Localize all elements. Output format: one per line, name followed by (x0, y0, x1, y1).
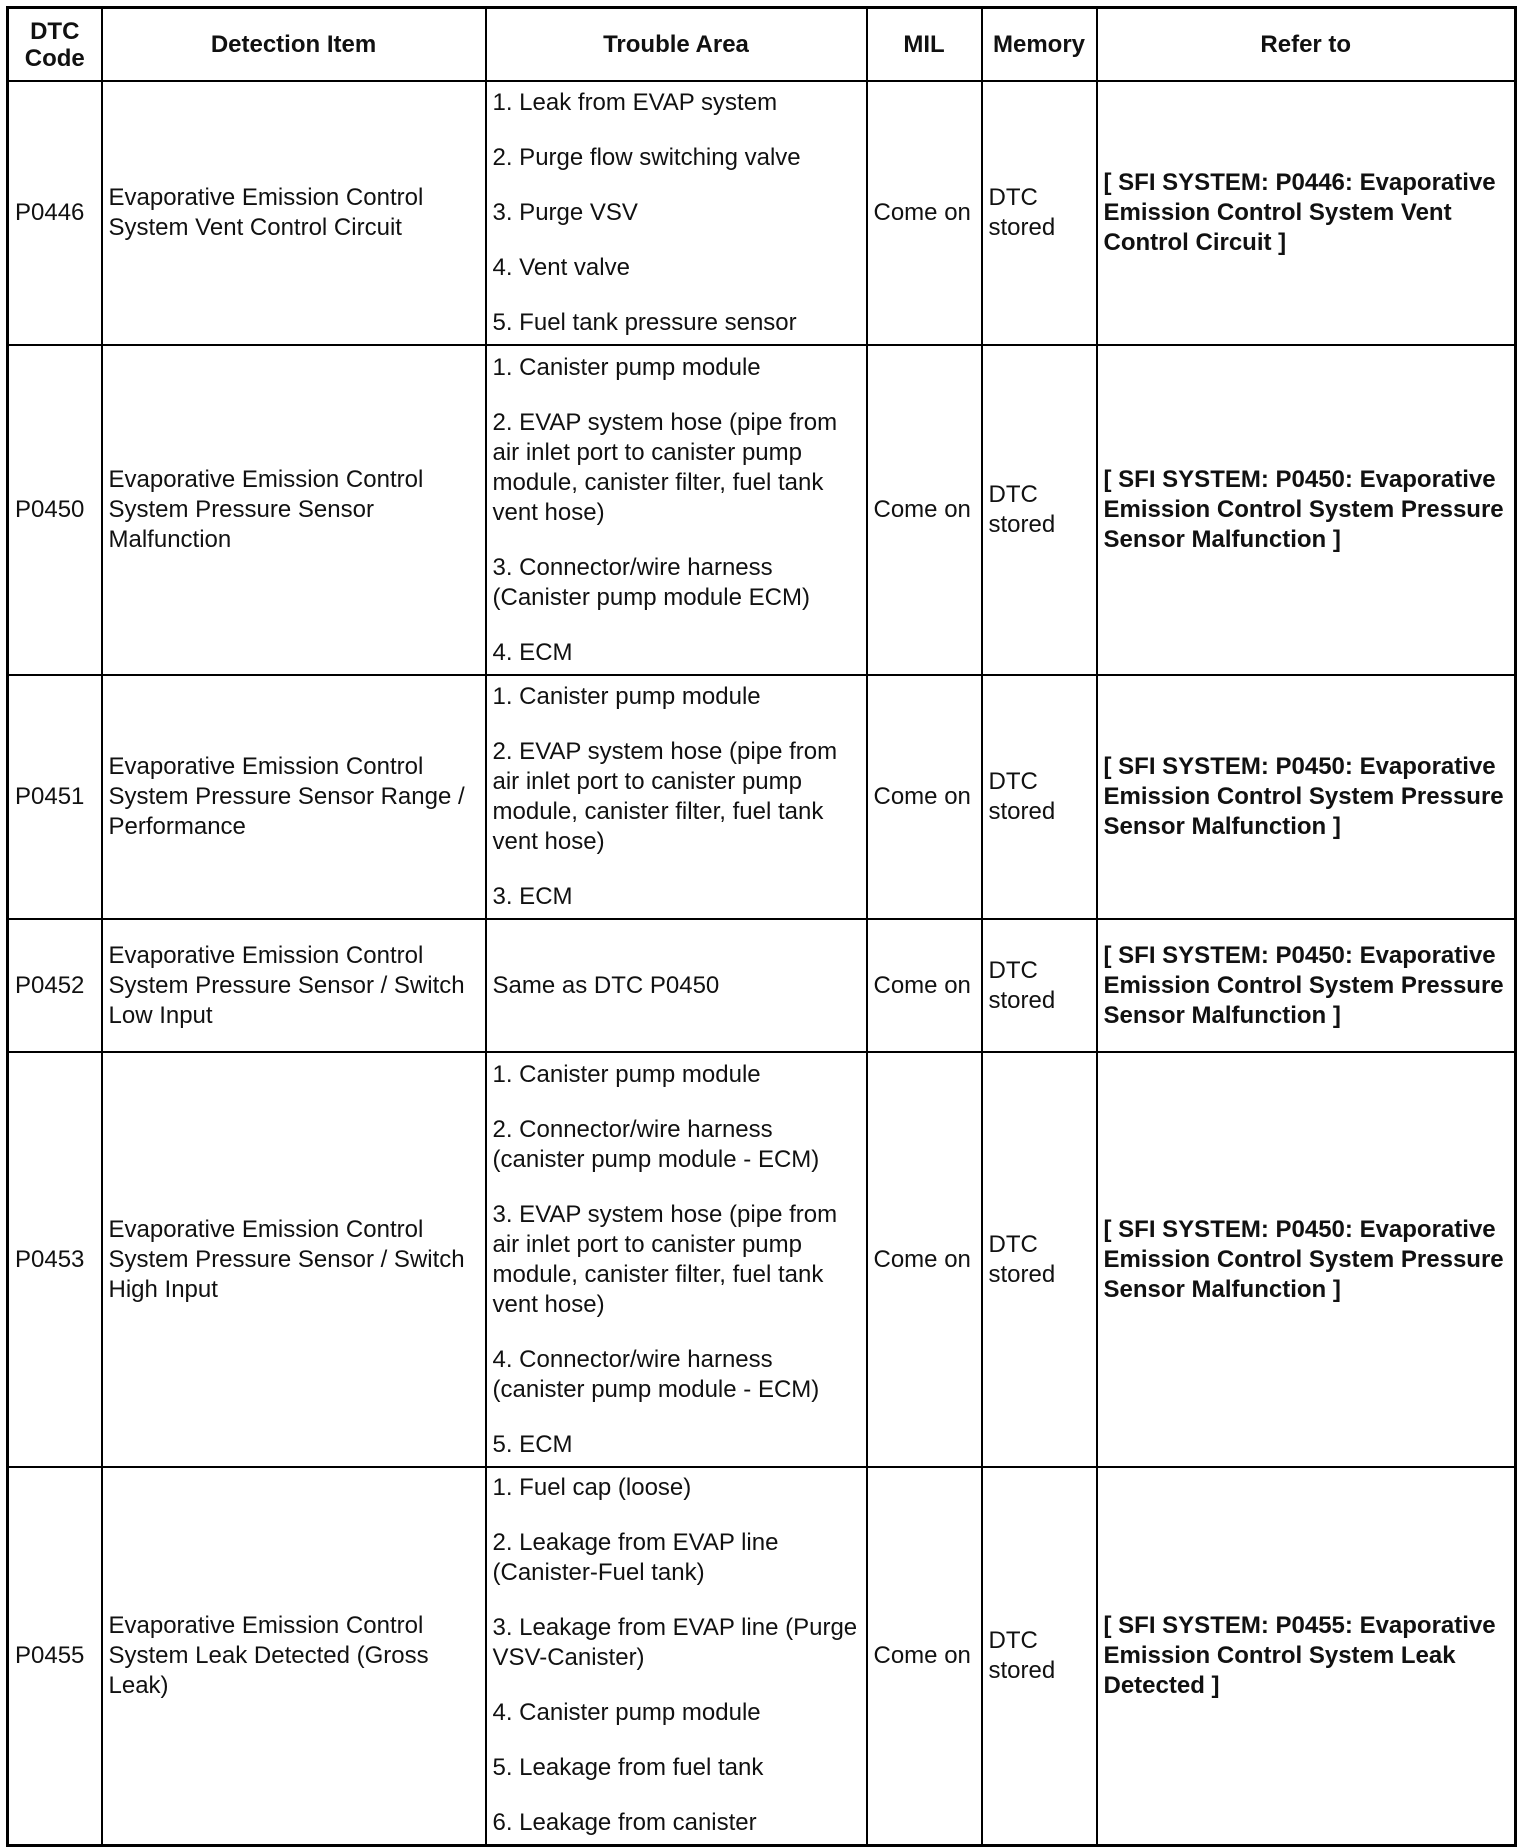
trouble-area-item: Same as DTC P0450 (492, 971, 720, 999)
refer-to-cell (1097, 1052, 1516, 1467)
dtc-code-cell: P0452 (8, 919, 102, 1052)
trouble-area-item: 2. EVAP system hose (pipe from air inlet port to canister pump module, canister filter, fuel tank vent hose) (492, 408, 838, 526)
trouble-area-item: 5. Fuel tank pressure sensor (492, 309, 797, 336)
trouble-area-item: 1. Fuel cap (loose) (492, 1474, 692, 1502)
table-body (8, 81, 1516, 1845)
header-trouble-area: Trouble Area (486, 8, 867, 82)
refer-to-cell (1097, 919, 1516, 1052)
trouble-area-item: 3. ECM (492, 883, 573, 910)
trouble-area-item: 1. Canister pump module (492, 1060, 761, 1088)
table-row (8, 345, 1516, 675)
trouble-area-item: 2. Purge flow switching valve (492, 144, 801, 171)
mil-cell: Come on (867, 675, 982, 919)
memory-cell: DTC stored (982, 1052, 1097, 1467)
detection-item-cell: Evaporative Emission Control System Pressure Sensor / Switch High Input (102, 1052, 486, 1467)
sfi-system-reference: [ SFI SYSTEM: P0450: Evaporative Emission Control System Pressure Sensor Malfunction ] (1103, 1215, 1504, 1303)
memory-cell: DTC stored (982, 675, 1097, 919)
refer-to-cell (1097, 1467, 1516, 1845)
memory-cell: DTC stored (982, 919, 1097, 1052)
dtc-code-cell: P0451 (8, 675, 102, 919)
trouble-area-item: 2. EVAP system hose (pipe from air inlet port to canister pump module, canister filter, fuel tank vent hose) (492, 738, 838, 855)
header-refer-to: Refer to (1097, 8, 1516, 82)
refer-to-cell (1097, 345, 1516, 675)
trouble-area-item: 4. ECM (492, 638, 573, 666)
dtc-table (6, 6, 1517, 1847)
trouble-area-item: 1. Canister pump module (492, 353, 761, 381)
sfi-system-reference: [ SFI SYSTEM: P0455: Evaporative Emission Control System Leak Detected ] (1103, 1611, 1496, 1699)
trouble-area-cell (486, 345, 867, 675)
detection-item-cell: Evaporative Emission Control System Pressure Sensor Malfunction (102, 345, 486, 675)
sfi-system-reference: [ SFI SYSTEM: P0450: Evaporative Emission Control System Pressure Sensor Malfunction ] (1103, 466, 1504, 553)
memory-cell: DTC stored (982, 81, 1097, 345)
trouble-area-cell (486, 81, 867, 345)
refer-to-cell (1097, 675, 1516, 919)
trouble-area-cell (486, 1467, 867, 1845)
trouble-area-cell (486, 1052, 867, 1467)
detection-item-cell: Evaporative Emission Control System Pressure Sensor / Switch Low Input (102, 919, 486, 1052)
sfi-system-reference: [ SFI SYSTEM: P0446: Evaporative Emission Control System Vent Control Circuit ] (1103, 169, 1496, 256)
trouble-area-item: 5. Leakage from fuel tank (492, 1754, 764, 1782)
dtc-code-cell: P0453 (8, 1052, 102, 1467)
mil-cell: Come on (867, 81, 982, 345)
dtc-code-cell: P0455 (8, 1467, 102, 1845)
trouble-area-item: 6. Leakage from canister (492, 1809, 757, 1837)
mil-cell: Come on (867, 345, 982, 675)
detection-item-cell: Evaporative Emission Control System Vent Control Circuit (102, 81, 486, 345)
trouble-area-item: 3. Connector/wire harness (Canister pump module ECM) (492, 553, 810, 611)
trouble-area-item: 4. Connector/wire harness (canister pump module - ECM) (492, 1345, 820, 1403)
memory-cell: DTC stored (982, 1467, 1097, 1845)
trouble-area-item: 4. Canister pump module (492, 1699, 761, 1727)
trouble-area-item: 5. ECM (492, 1430, 573, 1458)
trouble-area-item: 2. Leakage from EVAP line (Canister-Fuel tank) (492, 1529, 779, 1587)
detection-item-cell: Evaporative Emission Control System Pressure Sensor Range / Performance (102, 675, 486, 919)
trouble-area-item: 2. Connector/wire harness (canister pump module - ECM) (492, 1115, 820, 1173)
header-mil: MIL (867, 8, 982, 82)
table-row (8, 1467, 1516, 1845)
header-dtc-code: DTC Code (8, 8, 102, 82)
trouble-area-item: 1. Canister pump module (492, 683, 761, 710)
table-header (8, 8, 1516, 82)
header-memory: Memory (982, 8, 1097, 82)
trouble-area-item: 4. Vent valve (492, 254, 630, 281)
header-detection-item: Detection Item (102, 8, 486, 82)
table-row (8, 81, 1516, 345)
table-row (8, 675, 1516, 919)
trouble-area-cell (486, 919, 867, 1052)
detection-item-cell: Evaporative Emission Control System Leak Detected (Gross Leak) (102, 1467, 486, 1845)
mil-cell: Come on (867, 1052, 982, 1467)
trouble-area-cell (486, 675, 867, 919)
dtc-code-cell: P0450 (8, 345, 102, 675)
dtc-code-cell: P0446 (8, 81, 102, 345)
header-row (8, 8, 1516, 82)
trouble-area-item: 3. EVAP system hose (pipe from air inlet port to canister pump module, canister filter, fuel tank vent hose) (492, 1200, 838, 1318)
mil-cell: Come on (867, 919, 982, 1052)
trouble-area-item: 1. Leak from EVAP system (492, 89, 778, 116)
trouble-area-item: 3. Leakage from EVAP line (Purge VSV-Canister) (492, 1614, 858, 1672)
sfi-system-reference: [ SFI SYSTEM: P0450: Evaporative Emission Control System Pressure Sensor Malfunction ] (1103, 753, 1504, 840)
table-row (8, 919, 1516, 1052)
mil-cell: Come on (867, 1467, 982, 1845)
memory-cell: DTC stored (982, 345, 1097, 675)
table-row (8, 1052, 1516, 1467)
trouble-area-item: 3. Purge VSV (492, 199, 638, 226)
refer-to-cell (1097, 81, 1516, 345)
sfi-system-reference: [ SFI SYSTEM: P0450: Evaporative Emission Control System Pressure Sensor Malfunction ] (1103, 941, 1504, 1029)
